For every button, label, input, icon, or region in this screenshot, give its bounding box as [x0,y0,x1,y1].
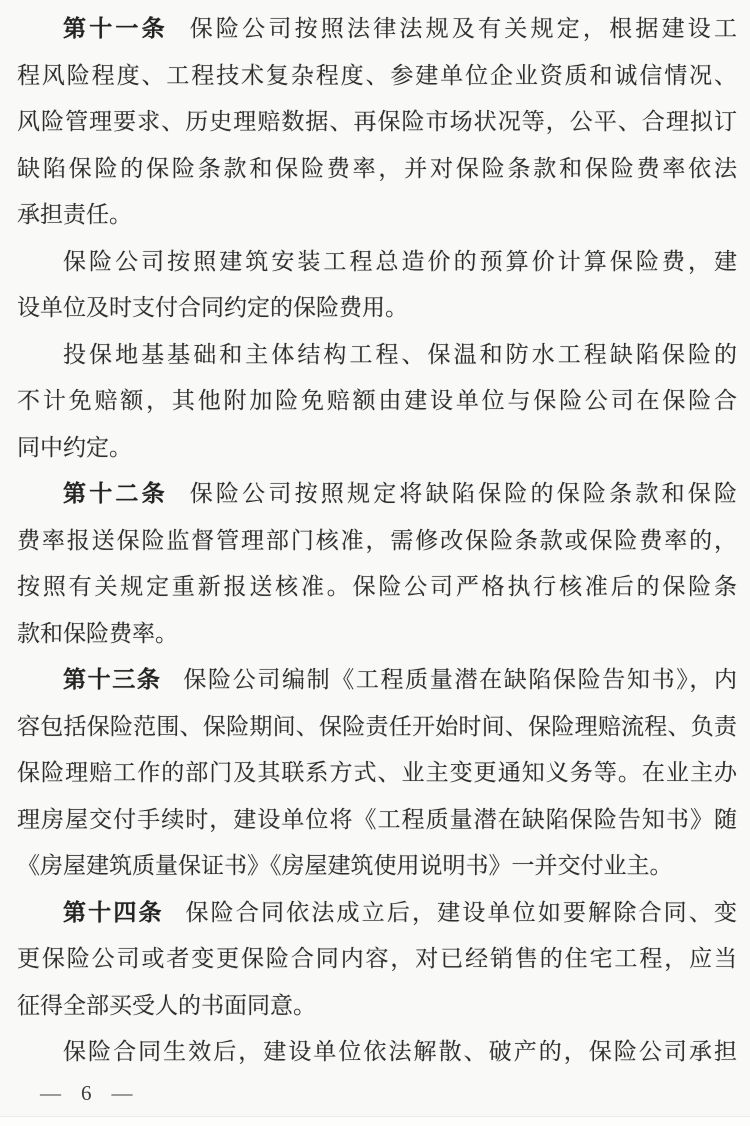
line-text: 承担责任。 [17,202,132,227]
article-number: 第十四条 [63,899,164,925]
line-text: 保险合同依法成立后，建设单位如要解除合同、变 [185,899,738,925]
line-text: 征得全部买受人的书面同意。 [17,992,316,1018]
line-text: 同中约定。 [17,434,132,460]
article-number: 第十二条 [63,481,168,506]
text-line [17,471,737,518]
line-text: 按照有关规定重新报送核准。保险公司严格执行核准后的保险条 [17,574,737,599]
footer-dash-right: — [111,1080,133,1105]
line-text: 理房屋交付手续时，建设单位将《工程质量潜在缺陷保险告知书》随 [17,806,737,832]
line-text: 设单位及时支付合同约定的保险费用。 [17,295,408,320]
line-text: 保险公司按照建筑安装工程总造价的预算价计算保险费，建 [63,248,737,274]
text-line [17,890,737,937]
article-number: 第十三条 [63,667,162,692]
line-text: 保险公司按照法律法规及有关规定，根据建设工 [189,16,737,41]
text-line [17,378,737,425]
line-text: 缺陷保险的保险条款和保险费率，并对保险条款和保险费率依法 [17,155,737,181]
text-line [17,192,737,239]
line-text: 费率报送保险监督管理部门核准，需修改保险条款或保险费率的， [17,527,737,553]
line-text: 《房屋建筑质量保证书》《房屋建筑使用说明书》一并交付业主。 [17,853,673,878]
text-line [17,936,737,983]
line-text: 程风险程度、工程技术复杂程度、参建单位企业资质和诚信情况、 [17,62,737,88]
text-line [17,332,737,379]
footer-dash-left: — [40,1080,61,1105]
line-text: 款和保险费率。 [17,620,178,646]
text-line [17,53,737,100]
text-line [17,657,737,704]
text-line [17,564,737,611]
text-line [17,983,737,1030]
text-line [17,146,737,193]
text-line [17,99,737,146]
text-line [17,1029,737,1076]
page-number: 6 [81,1080,92,1105]
text-line [17,285,737,332]
article-number: 第十一条 [63,16,168,41]
text-line [17,239,737,286]
line-text: 保险合同生效后，建设单位依法解散、破产的，保险公司承担 [63,1039,737,1064]
line-text: 投保地基基础和主体结构工程、保温和防水工程缺陷保险的 [63,341,737,367]
text-line [17,425,737,472]
line-text: 保险公司按照规定将缺陷保险的保险条款和保险 [189,481,737,506]
text-line [17,611,737,658]
text-line [17,704,737,751]
page-footer [0,1081,750,1106]
line-text: 不计免赔额，其他附加险免赔额由建设单位与保险公司在保险合 [17,388,737,413]
text-line [17,843,737,890]
text-line [17,797,737,844]
line-text: 更保险公司或者变更保险合同内容，对已经销售的住宅工程，应当 [17,946,737,971]
line-text: 容包括保险范围、保险期间、保险责任开始时间、保险理赔流程、负责 [17,713,737,739]
text-line [17,750,737,797]
text-line [17,518,737,565]
line-text: 保险理赔工作的部门及其联系方式、业主变更通知义务等。在业主办 [17,760,737,785]
scan-edge [0,1116,750,1126]
line-text: 风险管理要求、历史理赔数据、再保险市场状况等，公平、合理拟订 [17,109,737,134]
line-text: 保险公司编制《工程质量潜在缺陷保险告知书》，内 [183,667,737,692]
text-line [17,6,737,53]
